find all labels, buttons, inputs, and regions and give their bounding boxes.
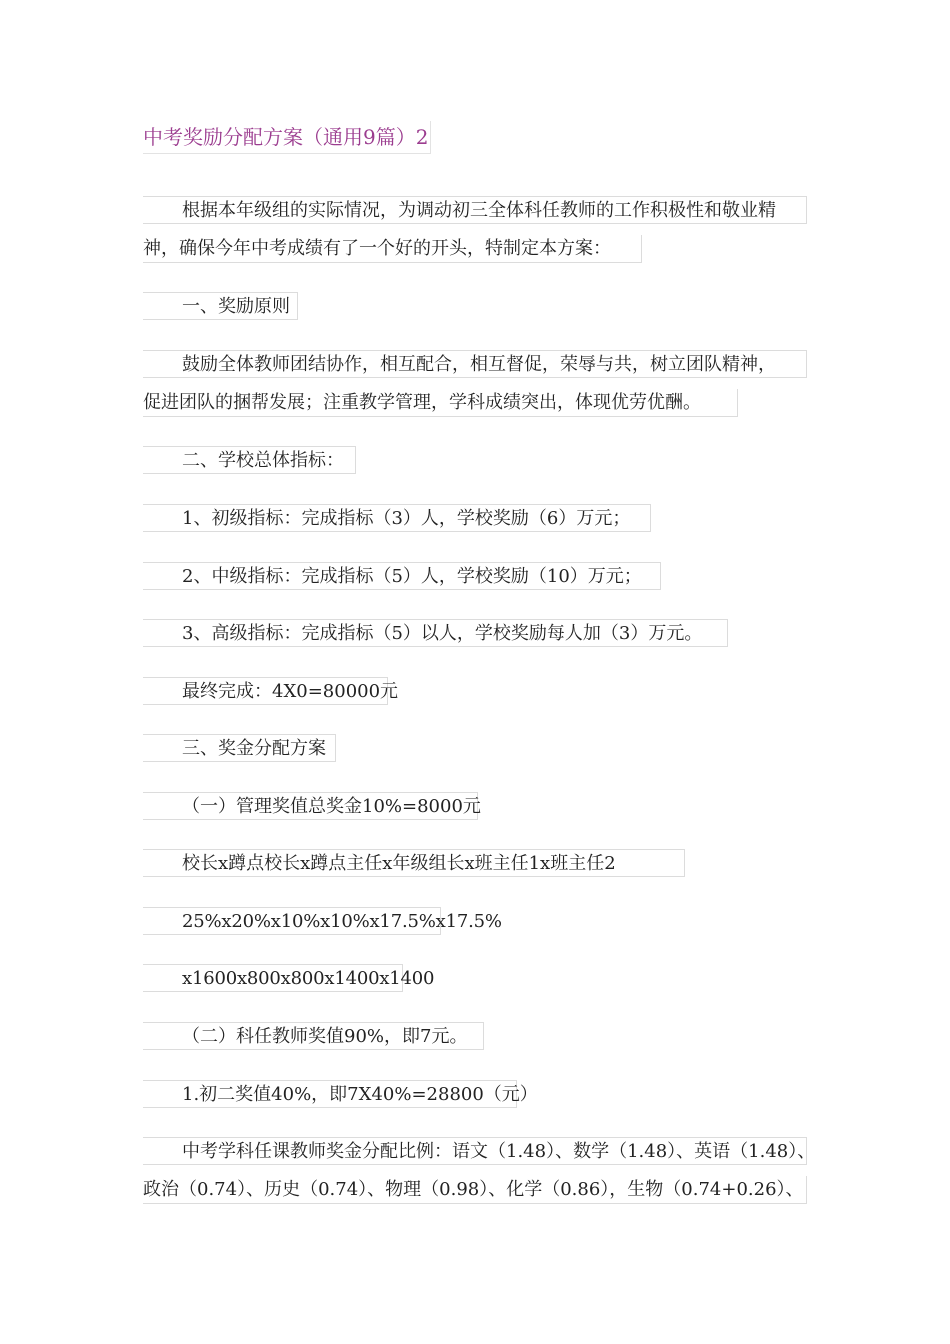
teacher-bonus: （二）科任教师奖值90%，即7元。 [143,1022,484,1050]
grade2-bonus: 1.初二奖值40%，即7X40%=28800（元） [143,1080,517,1108]
intro-paragraph-line-1: 根据本年级组的实际情况，为调动初三全体科任教师的工作积极性和敬业精 [143,196,807,224]
target-item-2: 2、中级指标：完成指标（5）人，学校奖励（10）万元； [143,562,661,590]
principles-paragraph-line-1: 鼓励全体教师团结协作，相互配合，相互督促，荣辱与共，树立团队精神， [143,350,807,378]
page-title: 中考奖励分配方案（通用9篇）2 [143,121,431,154]
intro-paragraph-line-2: 神，确保今年中考成绩有了一个好的开头，特制定本方案： [143,235,642,263]
target-item-1: 1、初级指标：完成指标（3）人，学校奖励（6）万元； [143,504,651,532]
section-heading-targets: 二、学校总体指标： [143,446,356,474]
section-heading-principles: 一、奖励原则 [143,292,298,320]
principles-paragraph-line-2: 促进团队的捆帮发展；注重教学管理，学科成绩突出，体现优劳优酬。 [143,389,738,417]
subject-ratio-line-2: 政治（0.74）、历史（0.74）、物理（0.98）、化学（0.86），生物（0.74+0.26）、 [143,1176,807,1204]
management-bonus: （一）管理奖值总奖金10%=8000元 [143,792,478,820]
management-percentages: 25%x20%x10%x10%x17.5%x17.5% [143,907,441,935]
final-completion: 最终完成：4X0=80000元 [143,677,388,705]
section-heading-distribution: 三、奖金分配方案 [143,734,336,762]
subject-ratio-line-1: 中考学科任课教师奖金分配比例：语文（1.48）、数学（1.48）、英语（1.48）、 [143,1137,807,1165]
target-item-3: 3、高级指标：完成指标（5）以人，学校奖励每人加（3）万元。 [143,619,728,647]
management-roles: 校长x蹲点校长x蹲点主任x年级组长x班主任1x班主任2 [143,849,685,877]
management-amounts: x1600x800x800x1400x1400 [143,964,403,992]
